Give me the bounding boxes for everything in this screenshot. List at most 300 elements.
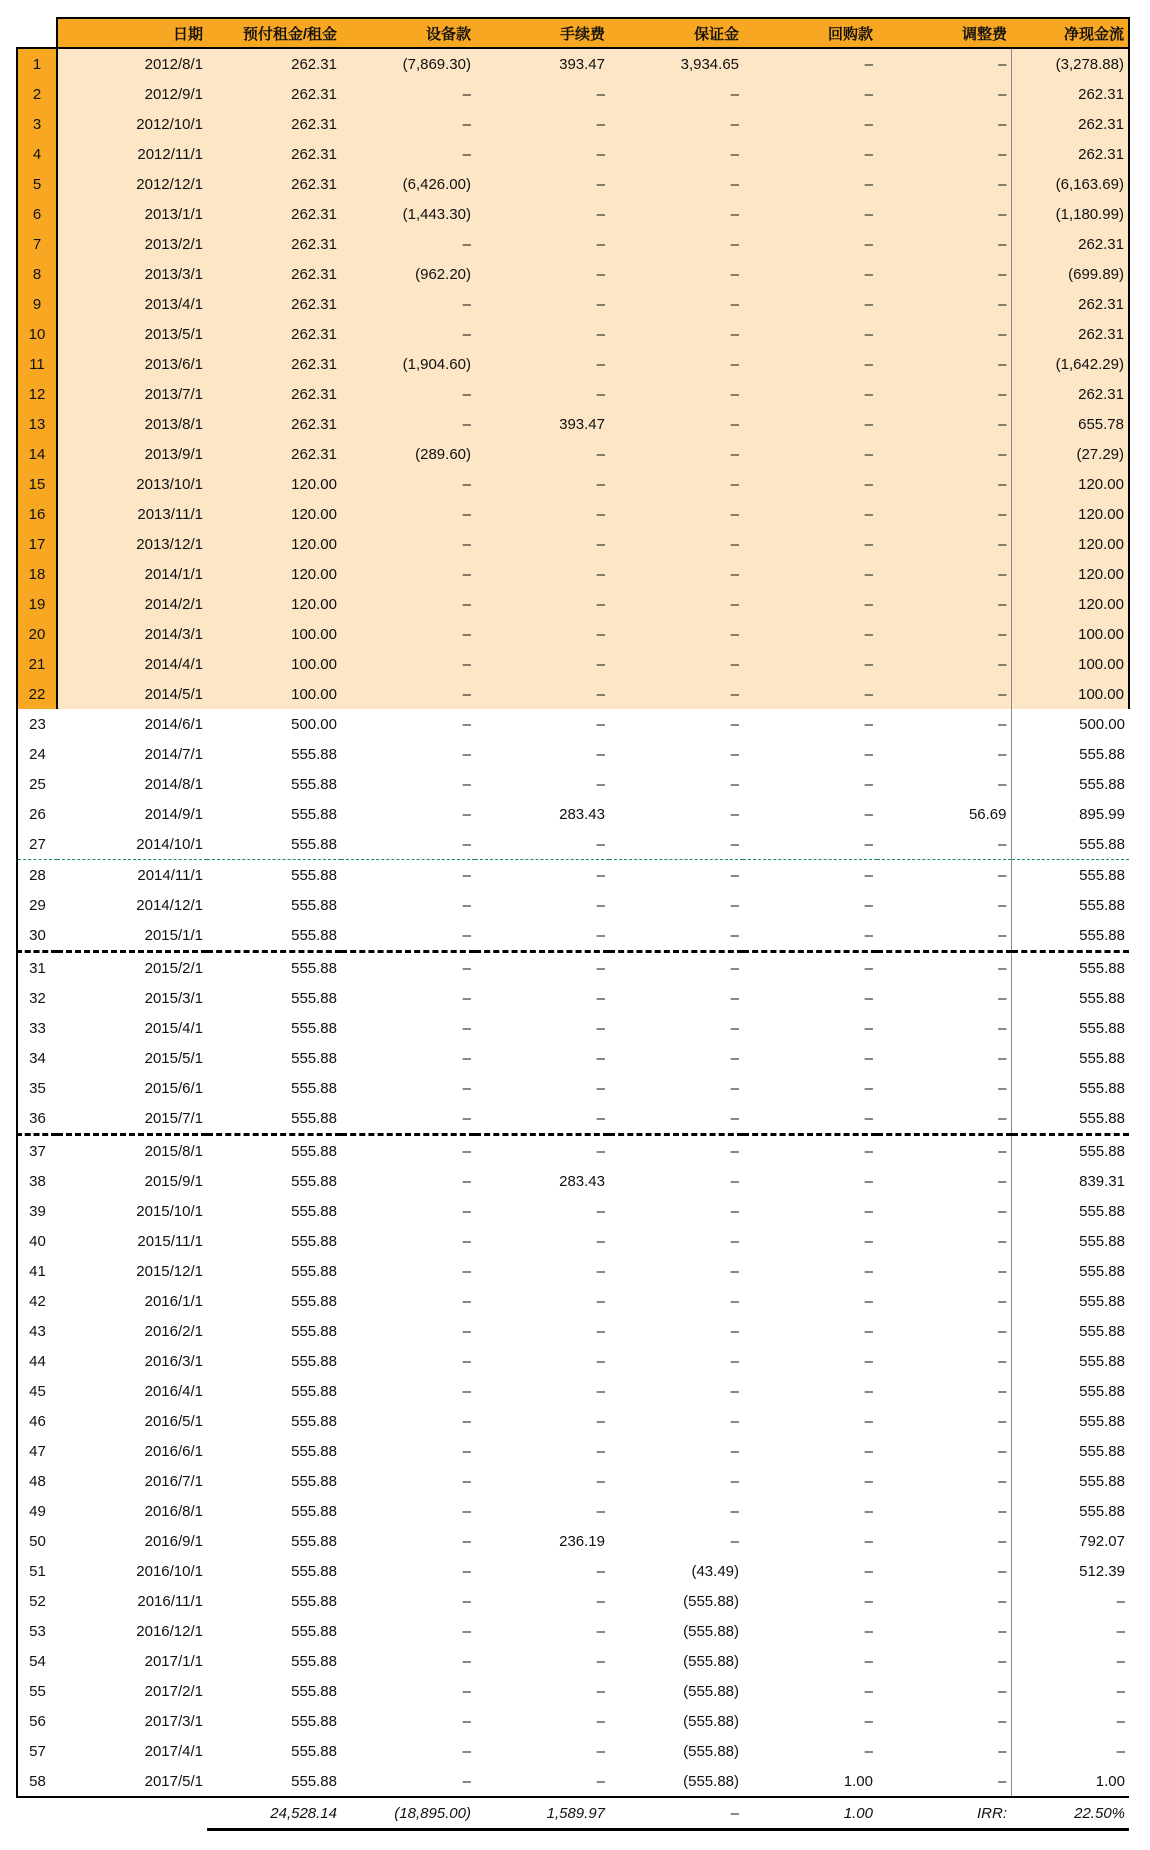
net-cashflow-cell[interactable]: 655.78 [1011,409,1129,439]
deposit-cell[interactable]: – [609,439,743,469]
deposit-cell[interactable]: – [730,1049,739,1067]
equipment-cell[interactable]: – [341,589,475,619]
rent-cell[interactable]: 100.00 [207,679,341,709]
adjustment-cell[interactable]: – [998,1532,1007,1550]
equipment-cell[interactable]: – [341,499,475,529]
adjustment-cell[interactable]: – [877,319,1011,349]
equipment-cell[interactable]: – [341,649,475,679]
net-cashflow-cell[interactable]: (6,163.69) [1011,169,1129,199]
deposit-cell[interactable]: – [730,989,739,1007]
buyback-cell[interactable]: – [743,48,877,79]
adjustment-cell[interactable]: – [998,715,1007,733]
deposit-cell[interactable]: (555.88) [683,1682,739,1700]
deposit-cell[interactable]: – [609,1103,743,1135]
net-cashflow-cell[interactable]: 555.88 [1011,890,1129,920]
date-cell[interactable]: 2013/6/1 [57,349,207,379]
date-cell[interactable]: 2013/5/1 [57,319,207,349]
equipment-cell[interactable]: – [341,229,475,259]
rent-cell[interactable]: 120.00 [207,469,341,499]
buyback-cell[interactable]: – [864,1562,873,1580]
net-cashflow-cell[interactable]: – [1011,1706,1129,1736]
rent-cell[interactable]: 262.31 [207,139,341,169]
fee-cell[interactable]: – [596,1142,605,1160]
equipment-cell[interactable]: – [341,409,475,439]
date-cell[interactable]: 2013/3/1 [57,259,207,289]
adjustment-cell[interactable]: – [998,1472,1007,1490]
buyback-cell[interactable]: – [864,959,873,977]
fee-cell[interactable]: – [596,775,605,793]
adjustment-cell[interactable]: – [998,1442,1007,1460]
fee-cell[interactable]: – [596,745,605,763]
date-cell[interactable]: 2015/1/1 [57,920,207,952]
net-cashflow-cell[interactable]: 555.88 [1011,1316,1129,1346]
adjustment-cell[interactable]: – [877,409,1011,439]
buyback-cell[interactable]: – [743,289,877,319]
rent-cell[interactable]: 262.31 [207,409,341,439]
fee-cell[interactable]: – [475,169,609,199]
date-cell[interactable]: 2016/8/1 [144,1502,203,1520]
buyback-cell[interactable]: – [743,469,877,499]
fee-cell[interactable]: – [596,959,605,977]
net-cashflow-cell[interactable]: (3,278.88) [1011,48,1129,79]
buyback-cell[interactable]: – [743,409,877,439]
adjustment-cell[interactable]: – [998,1682,1007,1700]
header-deposit[interactable]: 保证金 [609,18,743,48]
equipment-cell[interactable]: (1,904.60) [341,349,475,379]
rent-cell[interactable]: 262.31 [207,259,341,289]
buyback-cell[interactable]: – [864,1202,873,1220]
fee-cell[interactable]: – [475,1766,609,1797]
net-cashflow-cell[interactable]: 555.88 [1011,1135,1129,1167]
date-cell[interactable]: 2016/12/1 [136,1622,203,1640]
fee-cell[interactable]: – [475,349,609,379]
rent-cell[interactable]: 555.88 [291,1412,337,1430]
equipment-cell[interactable]: (7,869.30) [341,48,475,79]
net-cashflow-cell[interactable]: – [1011,1646,1129,1676]
equipment-cell[interactable]: – [462,1232,471,1250]
adjustment-cell[interactable]: – [877,499,1011,529]
buyback-cell[interactable]: – [743,829,877,860]
net-cashflow-cell[interactable]: 262.31 [1011,289,1129,319]
deposit-cell[interactable]: – [730,1232,739,1250]
net-cashflow-cell[interactable]: 555.88 [1011,860,1129,891]
date-cell[interactable]: 2015/11/1 [137,1232,203,1250]
date-cell[interactable]: 2014/7/1 [144,745,203,763]
net-cashflow-cell[interactable]: 555.88 [1011,1013,1129,1043]
buyback-cell[interactable]: – [864,1079,873,1097]
net-cashflow-cell[interactable]: 100.00 [1011,679,1129,709]
rent-cell[interactable]: 555.88 [291,1142,337,1160]
adjustment-cell[interactable]: – [877,289,1011,319]
date-cell[interactable]: 2016/4/1 [144,1382,203,1400]
buyback-cell[interactable]: – [743,229,877,259]
date-cell[interactable]: 2017/4/1 [144,1742,203,1760]
fee-cell[interactable]: – [475,109,609,139]
rent-cell[interactable]: 262.31 [207,289,341,319]
buyback-cell[interactable]: – [864,1502,873,1520]
date-cell[interactable]: 2012/10/1 [57,109,207,139]
net-cashflow-cell[interactable]: 100.00 [1011,619,1129,649]
buyback-cell[interactable]: – [864,775,873,793]
date-cell[interactable]: 2013/2/1 [57,229,207,259]
rent-cell[interactable]: 555.88 [291,1442,337,1460]
date-cell[interactable]: 2016/6/1 [144,1442,203,1460]
date-cell[interactable]: 2013/8/1 [57,409,207,439]
equipment-cell[interactable]: – [462,1382,471,1400]
date-cell[interactable]: 2014/12/1 [136,896,203,914]
rent-cell[interactable]: 555.88 [291,1202,337,1220]
date-cell[interactable]: 2015/10/1 [136,1202,203,1220]
deposit-cell[interactable]: – [730,1262,739,1280]
deposit-cell[interactable]: – [609,920,743,952]
equipment-cell[interactable]: – [462,1562,471,1580]
buyback-cell[interactable]: – [864,1472,873,1490]
equipment-cell[interactable]: – [462,775,471,793]
adjustment-cell[interactable]: – [998,1742,1007,1760]
date-cell[interactable]: 2013/11/1 [57,499,207,529]
fee-cell[interactable]: – [596,1592,605,1610]
equipment-cell[interactable]: – [462,1172,471,1190]
date-cell[interactable]: 2014/5/1 [57,679,207,709]
rent-cell[interactable]: 555.88 [291,1682,337,1700]
date-cell[interactable]: 2014/8/1 [144,775,203,793]
deposit-cell[interactable]: – [730,1079,739,1097]
buyback-cell[interactable]: – [864,1652,873,1670]
fee-cell[interactable]: – [475,289,609,319]
fee-cell[interactable]: – [475,559,609,589]
rent-cell[interactable]: 555.88 [291,896,337,914]
deposit-cell[interactable]: – [730,1412,739,1430]
deposit-cell[interactable]: – [730,805,739,823]
deposit-cell[interactable]: – [730,745,739,763]
equipment-cell[interactable]: – [462,1532,471,1550]
date-cell[interactable]: 2016/1/1 [144,1292,203,1310]
fee-cell[interactable]: 283.43 [559,1172,605,1190]
deposit-cell[interactable]: (555.88) [683,1622,739,1640]
date-cell[interactable]: 2015/5/1 [144,1049,203,1067]
net-cashflow-cell[interactable]: 100.00 [1011,649,1129,679]
equipment-cell[interactable]: – [462,1142,471,1160]
fee-cell[interactable]: – [475,589,609,619]
deposit-cell[interactable]: – [609,169,743,199]
net-cashflow-cell[interactable]: 555.88 [1011,1466,1129,1496]
adjustment-cell[interactable]: – [998,1712,1007,1730]
date-cell[interactable]: 2014/2/1 [57,589,207,619]
deposit-cell[interactable]: – [730,775,739,793]
equipment-cell[interactable]: – [341,319,475,349]
header-fee[interactable]: 手续费 [475,18,609,48]
fee-cell[interactable]: – [475,259,609,289]
net-cashflow-cell[interactable]: (1,642.29) [1011,349,1129,379]
adjustment-cell[interactable]: – [877,259,1011,289]
rent-cell[interactable]: 555.88 [291,745,337,763]
adjustment-cell[interactable]: – [998,1622,1007,1640]
rent-cell[interactable]: 555.88 [291,1712,337,1730]
date-cell[interactable]: 2012/8/1 [57,48,207,79]
rent-cell[interactable]: 555.88 [291,989,337,1007]
fee-cell[interactable]: – [596,866,605,884]
adjustment-cell[interactable]: – [998,1049,1007,1067]
date-cell[interactable]: 2016/10/1 [136,1562,203,1580]
buyback-cell[interactable]: – [864,1742,873,1760]
date-cell[interactable]: 2013/7/1 [57,379,207,409]
rent-cell[interactable]: 555.88 [291,1502,337,1520]
header-equipment[interactable]: 设备款 [341,18,475,48]
net-cashflow-cell[interactable]: 555.88 [1011,1286,1129,1316]
fee-cell[interactable]: – [596,1232,605,1250]
buyback-cell[interactable]: – [743,169,877,199]
fee-cell[interactable]: – [596,1079,605,1097]
net-cashflow-cell[interactable]: 262.31 [1011,109,1129,139]
buyback-cell[interactable]: – [864,745,873,763]
adjustment-cell[interactable]: – [877,79,1011,109]
equipment-cell[interactable]: – [341,619,475,649]
buyback-cell[interactable]: – [743,79,877,109]
buyback-cell[interactable]: – [864,1442,873,1460]
date-cell[interactable]: 2017/3/1 [144,1712,203,1730]
fee-cell[interactable]: – [475,79,609,109]
rent-cell[interactable]: 262.31 [207,48,341,79]
equipment-cell[interactable]: – [341,920,475,952]
buyback-cell[interactable]: – [864,1712,873,1730]
equipment-cell[interactable]: – [462,1262,471,1280]
rent-cell[interactable]: 262.31 [207,79,341,109]
buyback-cell[interactable]: – [743,319,877,349]
net-cashflow-cell[interactable]: 555.88 [1011,1256,1129,1286]
deposit-cell[interactable]: – [609,349,743,379]
fee-cell[interactable]: – [475,199,609,229]
adjustment-cell[interactable]: – [877,529,1011,559]
deposit-cell[interactable]: – [609,619,743,649]
rent-cell[interactable]: 555.88 [291,1232,337,1250]
buyback-cell[interactable]: – [864,1292,873,1310]
equipment-cell[interactable]: – [341,109,475,139]
equipment-cell[interactable]: – [341,829,475,860]
rent-cell[interactable]: 555.88 [207,920,341,952]
deposit-cell[interactable]: – [730,1352,739,1370]
adjustment-cell[interactable]: – [877,169,1011,199]
deposit-cell[interactable]: – [730,1142,739,1160]
buyback-cell[interactable]: – [743,559,877,589]
adjustment-cell[interactable]: – [877,109,1011,139]
fee-cell[interactable]: – [596,1322,605,1340]
net-cashflow-cell[interactable]: 555.88 [1011,920,1129,952]
buyback-cell[interactable]: – [864,896,873,914]
equipment-cell[interactable]: – [341,379,475,409]
buyback-cell[interactable]: – [864,1352,873,1370]
deposit-cell[interactable]: – [609,229,743,259]
fee-cell[interactable]: – [596,1712,605,1730]
buyback-cell[interactable]: – [864,1682,873,1700]
deposit-cell[interactable]: – [609,379,743,409]
date-cell[interactable]: 2017/1/1 [144,1652,203,1670]
rent-cell[interactable]: 555.88 [291,1622,337,1640]
date-cell[interactable]: 2015/7/1 [57,1103,207,1135]
equipment-cell[interactable]: – [462,1652,471,1670]
rent-cell[interactable]: 555.88 [291,959,337,977]
fee-cell[interactable]: 236.19 [559,1532,605,1550]
net-cashflow-cell[interactable]: 555.88 [1011,1103,1129,1135]
equipment-cell[interactable]: – [341,529,475,559]
net-cashflow-cell[interactable]: 895.99 [1011,799,1129,829]
header-date[interactable]: 日期 [57,18,207,48]
rent-cell[interactable]: 555.88 [291,1079,337,1097]
net-cashflow-cell[interactable]: 512.39 [1011,1556,1129,1586]
rent-cell[interactable]: 262.31 [207,379,341,409]
deposit-cell[interactable]: – [730,1382,739,1400]
date-cell[interactable]: 2012/9/1 [57,79,207,109]
irr-value[interactable]: 22.50% [1011,1797,1129,1830]
rent-cell[interactable]: 555.88 [291,1742,337,1760]
adjustment-cell[interactable]: – [998,989,1007,1007]
adjustment-cell[interactable]: – [877,139,1011,169]
equipment-cell[interactable]: – [462,805,471,823]
adjustment-cell[interactable]: – [998,1019,1007,1037]
adjustment-cell[interactable]: – [998,745,1007,763]
rent-cell[interactable]: 555.88 [291,1652,337,1670]
buyback-cell[interactable]: – [743,109,877,139]
date-cell[interactable]: 2014/1/1 [57,559,207,589]
buyback-cell[interactable]: – [743,679,877,709]
deposit-cell[interactable]: – [730,1472,739,1490]
equipment-cell[interactable]: – [462,1049,471,1067]
header-rent[interactable]: 预付租金/租金 [207,18,341,48]
fee-cell[interactable]: – [475,529,609,559]
equipment-cell[interactable]: – [341,289,475,319]
equipment-cell[interactable]: – [462,1442,471,1460]
fee-cell[interactable]: – [596,1019,605,1037]
net-cashflow-cell[interactable]: 555.88 [1011,1043,1129,1073]
net-cashflow-cell[interactable]: 120.00 [1011,469,1129,499]
fee-cell[interactable]: – [596,1382,605,1400]
deposit-cell[interactable]: – [609,469,743,499]
rent-cell[interactable]: 100.00 [207,619,341,649]
date-cell[interactable]: 2017/2/1 [144,1682,203,1700]
adjustment-cell[interactable]: – [998,1232,1007,1250]
fee-cell[interactable]: – [475,379,609,409]
equipment-cell[interactable]: – [341,79,475,109]
deposit-cell[interactable]: (555.88) [609,1766,743,1797]
deposit-cell[interactable]: – [609,139,743,169]
net-cashflow-cell[interactable]: 555.88 [1011,739,1129,769]
buyback-cell[interactable]: – [864,715,873,733]
buyback-cell[interactable]: – [743,1103,877,1135]
adjustment-cell[interactable]: – [877,1103,1011,1135]
fee-cell[interactable]: – [596,1412,605,1430]
net-cashflow-cell[interactable]: 120.00 [1011,589,1129,619]
adjustment-cell[interactable]: – [998,1652,1007,1670]
net-cashflow-cell[interactable]: 120.00 [1011,499,1129,529]
date-cell[interactable]: 2016/7/1 [144,1472,203,1490]
deposit-cell[interactable]: – [730,1202,739,1220]
date-cell[interactable]: 2015/4/1 [144,1019,203,1037]
deposit-cell[interactable]: (555.88) [683,1712,739,1730]
net-cashflow-cell[interactable]: 555.88 [1011,952,1129,984]
deposit-cell[interactable]: – [609,79,743,109]
buyback-cell[interactable]: – [743,920,877,952]
equipment-cell[interactable]: – [462,1292,471,1310]
adjustment-cell[interactable]: – [998,1292,1007,1310]
rent-cell[interactable]: 262.31 [207,319,341,349]
rent-cell[interactable]: 262.31 [207,109,341,139]
fee-cell[interactable]: – [596,1622,605,1640]
date-cell[interactable]: 2015/6/1 [144,1079,203,1097]
date-cell[interactable]: 2015/9/1 [144,1172,203,1190]
deposit-cell[interactable]: – [609,559,743,589]
adjustment-cell[interactable]: – [998,1079,1007,1097]
buyback-cell[interactable]: – [743,619,877,649]
rent-cell[interactable]: 555.88 [291,1049,337,1067]
buyback-cell[interactable]: – [864,1322,873,1340]
net-cashflow-cell[interactable]: 500.00 [1011,709,1129,739]
net-cashflow-cell[interactable]: 792.07 [1011,1526,1129,1556]
deposit-cell[interactable]: – [609,319,743,349]
equipment-cell[interactable]: – [462,1682,471,1700]
net-cashflow-cell[interactable]: (699.89) [1011,259,1129,289]
net-cashflow-cell[interactable]: 1.00 [1011,1766,1129,1797]
buyback-cell[interactable]: – [864,1622,873,1640]
adjustment-cell[interactable]: – [877,559,1011,589]
adjustment-cell[interactable]: – [877,1766,1011,1797]
header-buyback[interactable]: 回购款 [743,18,877,48]
date-cell[interactable]: 2015/3/1 [144,989,203,1007]
net-cashflow-cell[interactable]: 839.31 [1011,1166,1129,1196]
equipment-cell[interactable]: – [462,1322,471,1340]
adjustment-cell[interactable]: – [877,619,1011,649]
rent-cell[interactable]: 555.88 [291,1382,337,1400]
fee-cell[interactable]: – [596,1202,605,1220]
buyback-cell[interactable]: – [864,1262,873,1280]
deposit-cell[interactable]: – [730,715,739,733]
adjustment-cell[interactable]: – [998,959,1007,977]
deposit-cell[interactable]: – [730,1322,739,1340]
equipment-cell[interactable]: – [462,989,471,1007]
rent-cell[interactable]: 555.88 [291,805,337,823]
adjustment-cell[interactable]: – [998,1322,1007,1340]
rent-cell[interactable]: 120.00 [207,499,341,529]
date-cell[interactable]: 2012/11/1 [57,139,207,169]
date-cell[interactable]: 2012/12/1 [57,169,207,199]
buyback-cell[interactable]: – [743,139,877,169]
net-cashflow-cell[interactable]: 555.88 [1011,1346,1129,1376]
adjustment-cell[interactable]: – [998,1142,1007,1160]
equipment-cell[interactable]: (6,426.00) [341,169,475,199]
equipment-cell[interactable]: – [462,1019,471,1037]
equipment-cell[interactable]: – [462,1742,471,1760]
date-cell[interactable]: 2014/6/1 [144,715,203,733]
deposit-cell[interactable]: – [609,679,743,709]
net-cashflow-cell[interactable]: (27.29) [1011,439,1129,469]
total-equipment[interactable]: (18,895.00) [341,1797,475,1830]
header-net-cashflow[interactable]: 净现金流 [1011,18,1129,48]
deposit-cell[interactable]: – [730,1442,739,1460]
equipment-cell[interactable]: – [462,1712,471,1730]
deposit-cell[interactable]: – [730,1019,739,1037]
date-cell[interactable]: 2015/12/1 [136,1262,203,1280]
date-cell[interactable]: 2015/8/1 [144,1142,203,1160]
buyback-cell[interactable]: – [743,259,877,289]
deposit-cell[interactable]: – [609,259,743,289]
equipment-cell[interactable]: – [341,469,475,499]
deposit-cell[interactable]: – [730,1502,739,1520]
buyback-cell[interactable]: – [743,649,877,679]
deposit-cell[interactable]: – [609,409,743,439]
deposit-cell[interactable]: – [609,829,743,860]
adjustment-cell[interactable]: – [877,229,1011,259]
buyback-cell[interactable]: – [864,1382,873,1400]
total-buyback[interactable]: 1.00 [743,1797,877,1830]
adjustment-cell[interactable]: – [877,349,1011,379]
